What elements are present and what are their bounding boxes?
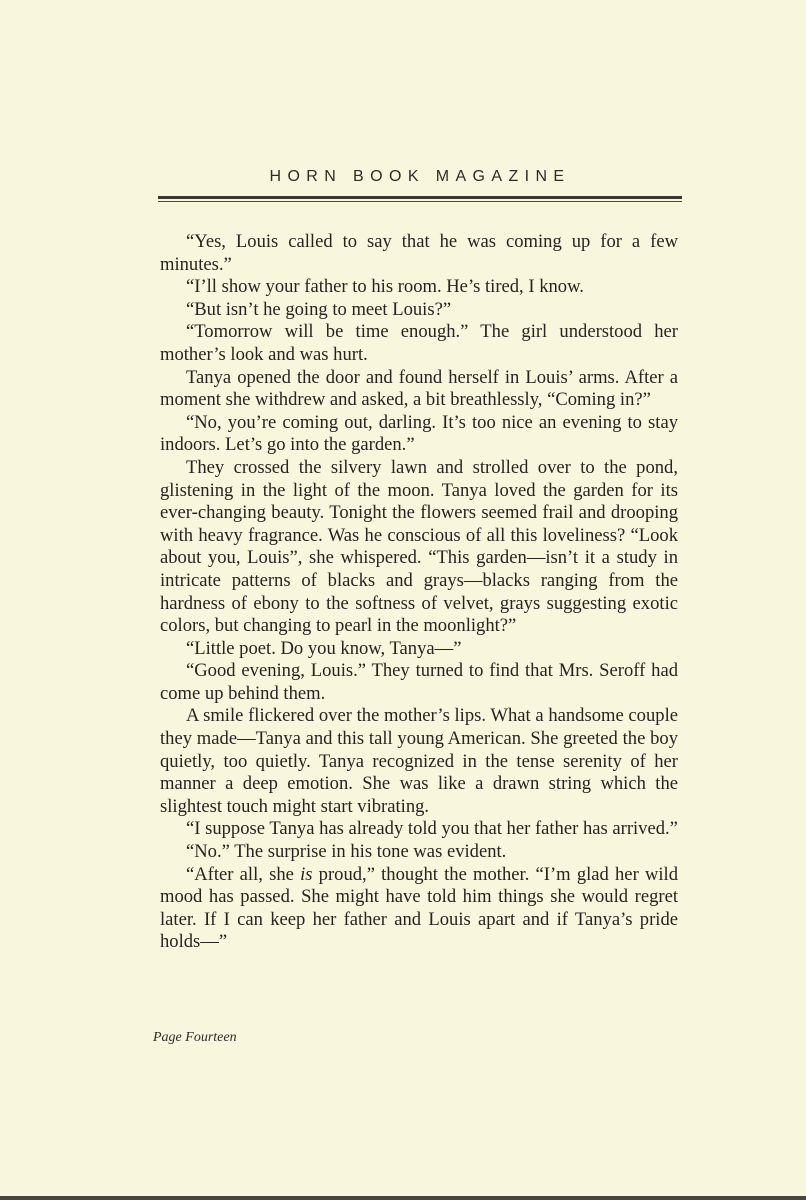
header-rule-thick xyxy=(158,196,682,199)
text-run: “After all, she xyxy=(186,863,301,885)
paragraph: They crossed the silvery lawn and strolled over to the pond, glistening in the light of the moon. Tanya loved the garden for its ever-changing beauty. Tonight the flowers seemed frail and drooping with heavy fragrance. Was he conscious of all this loveliness? “Look about you, Louis”, she whispered. “This garden—isn’t it a study in intricate patterns of blacks and grays—blacks ranging from the hardness of ebony to the softness of velvet, grays suggesting exotic colors, but changing to pearl in the moonlight?” xyxy=(160,456,678,637)
paragraph: “I’ll show your father to his room. He’s tired, I know. xyxy=(186,276,584,298)
paragraph: “Yes, Louis called to say that he was coming up for a few minutes.” xyxy=(160,231,678,275)
paragraph-last xyxy=(160,864,678,954)
paragraph: “Tomorrow will be time enough.” The girl understood her mother’s look and was hurt. xyxy=(160,321,678,365)
paragraph: “Good evening, Louis.” They turned to find that Mrs. Seroff had come up behind them. xyxy=(160,660,678,704)
text-run: proud,” thought the mother. “I’m glad her wild mood has passed. She might have told him things she would regret later. If I can keep her father and Louis apart and if Tanya’s pride holds—” xyxy=(160,863,679,953)
paragraph: A smile flickered over the mother’s lips. What a handsome couple they made—Tanya and this tall young American. She greeted the boy quietly, too quietly. Tanya recognized in the tense serenity of her manner a deep emotion. She was like a drawn string which the slightest touch might start vibrating. xyxy=(160,705,678,817)
emphasis-text: is xyxy=(300,863,313,885)
running-head-title: HORN BOOK MAGAZINE xyxy=(269,168,571,185)
paragraph: “But isn’t he going to meet Louis?” xyxy=(186,298,452,320)
paragraph: “No.” The surprise in his tone was evident. xyxy=(186,841,507,863)
paragraph: “I suppose Tanya has already told you that her father has arrived.” xyxy=(186,818,678,840)
paragraph: “No, you’re coming out, darling. It’s too nice an evening to stay indoors. Let’s go into the garden.” xyxy=(160,411,678,456)
paragraph: “Little poet. Do you know, Tanya—” xyxy=(186,637,462,659)
page-folio: Page Fourteen xyxy=(153,1030,237,1045)
page-edge-shadow xyxy=(0,1196,806,1200)
paragraph: Tanya opened the door and found herself in Louis’ arms. After a moment she withdrew and asked, a bit breathlessly, “Coming in?” xyxy=(160,366,678,411)
story-body xyxy=(160,231,678,954)
header-rule-thin xyxy=(158,201,682,202)
